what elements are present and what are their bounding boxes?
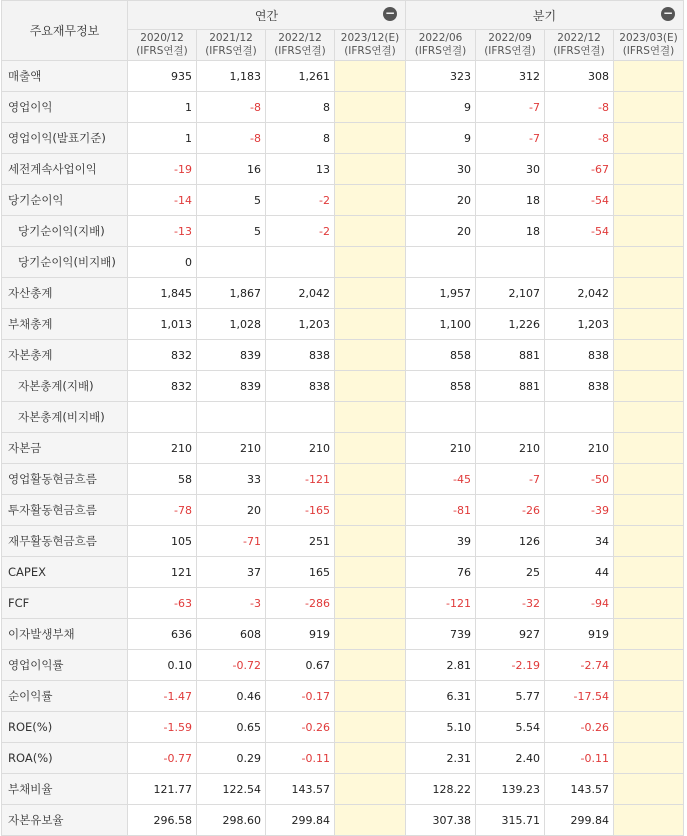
period-header: [128, 30, 197, 61]
table-cell: [335, 154, 406, 185]
table-cell: [614, 92, 684, 123]
table-cell: 128.22: [406, 774, 476, 805]
row-label: 당기순이익(비지배): [2, 247, 128, 278]
period-header: [476, 30, 545, 61]
table-cell: [335, 371, 406, 402]
table-cell: -54: [545, 216, 614, 247]
table-cell: -8: [197, 123, 266, 154]
table-cell: 8: [266, 123, 335, 154]
table-cell: [335, 123, 406, 154]
table-cell: 312: [476, 61, 545, 92]
table-row: [2, 526, 684, 557]
table-cell: 1,845: [128, 278, 197, 309]
row-label: 자산총계: [2, 278, 128, 309]
table-cell: -2: [266, 185, 335, 216]
row-label: 부채총계: [2, 309, 128, 340]
table-cell: -0.72: [197, 650, 266, 681]
row-label: 이자발생부채: [2, 619, 128, 650]
table-cell: [476, 402, 545, 433]
table-row: [2, 340, 684, 371]
table-cell: 210: [545, 433, 614, 464]
table-cell: 1: [128, 123, 197, 154]
table-cell: 210: [476, 433, 545, 464]
table-cell: 1,028: [197, 309, 266, 340]
table-cell: 2.40: [476, 743, 545, 774]
table-cell: 299.84: [266, 805, 335, 836]
period-date: 2020/12: [140, 32, 184, 44]
group-annual-label: 연간: [254, 8, 279, 23]
table-cell: -2: [266, 216, 335, 247]
row-label: 매출액: [2, 61, 128, 92]
table-cell: -2.19: [476, 650, 545, 681]
period-basis: (IFRS연결): [553, 45, 605, 57]
table-cell: 9: [406, 92, 476, 123]
table-cell: 323: [406, 61, 476, 92]
table-row: [2, 154, 684, 185]
table-cell: [614, 154, 684, 185]
period-date: 2022/12: [557, 32, 601, 44]
table-cell: 18: [476, 216, 545, 247]
table-cell: [335, 61, 406, 92]
table-row: [2, 92, 684, 123]
table-cell: 0.46: [197, 681, 266, 712]
group-quarterly: [406, 1, 684, 30]
table-row: [2, 588, 684, 619]
row-label: 당기순이익: [2, 185, 128, 216]
table-cell: [614, 557, 684, 588]
table-cell: -63: [128, 588, 197, 619]
table-cell: [614, 805, 684, 836]
table-cell: [614, 278, 684, 309]
table-row: [2, 774, 684, 805]
table-cell: [335, 681, 406, 712]
table-cell: 8: [266, 92, 335, 123]
period-header: [335, 30, 406, 61]
table-cell: [476, 247, 545, 278]
table-cell: -0.17: [266, 681, 335, 712]
row-label: 자본총계(비지배): [2, 402, 128, 433]
table-cell: 881: [476, 340, 545, 371]
table-cell: [335, 495, 406, 526]
table-cell: [614, 216, 684, 247]
table-cell: 0.29: [197, 743, 266, 774]
table-cell: 143.57: [545, 774, 614, 805]
table-cell: [335, 309, 406, 340]
period-header: [545, 30, 614, 61]
table-row: [2, 123, 684, 154]
table-cell: 210: [128, 433, 197, 464]
table-cell: -2.74: [545, 650, 614, 681]
table-cell: [545, 402, 614, 433]
period-date: 2021/12: [209, 32, 253, 44]
period-basis: (IFRS연결): [136, 45, 188, 57]
row-label: 영업이익률: [2, 650, 128, 681]
period-header: [266, 30, 335, 61]
table-cell: [614, 526, 684, 557]
table-cell: [614, 340, 684, 371]
table-cell: -13: [128, 216, 197, 247]
table-cell: 1,100: [406, 309, 476, 340]
table-row: [2, 216, 684, 247]
period-basis: (IFRS연결): [622, 45, 675, 57]
table-cell: 838: [266, 371, 335, 402]
table-cell: [335, 402, 406, 433]
table-cell: 13: [266, 154, 335, 185]
table-cell: 33: [197, 464, 266, 495]
table-cell: 1,957: [406, 278, 476, 309]
table-cell: -17.54: [545, 681, 614, 712]
table-row: [2, 464, 684, 495]
table-cell: 30: [406, 154, 476, 185]
table-cell: [614, 743, 684, 774]
table-cell: [614, 774, 684, 805]
table-cell: [335, 278, 406, 309]
table-cell: 0: [128, 247, 197, 278]
period-basis: (IFRS연결): [344, 45, 396, 57]
table-cell: [614, 681, 684, 712]
table-cell: -8: [197, 92, 266, 123]
table-cell: -0.26: [545, 712, 614, 743]
table-cell: 251: [266, 526, 335, 557]
table-cell: [128, 402, 197, 433]
table-cell: -165: [266, 495, 335, 526]
table-cell: 299.84: [545, 805, 614, 836]
table-cell: 1,226: [476, 309, 545, 340]
table-cell: 105: [128, 526, 197, 557]
table-cell: -1.59: [128, 712, 197, 743]
row-label: 영업활동현금흐름: [2, 464, 128, 495]
table-cell: 1,203: [545, 309, 614, 340]
table-cell: [614, 588, 684, 619]
table-row: [2, 433, 684, 464]
table-cell: [545, 247, 614, 278]
table-cell: 838: [545, 340, 614, 371]
table-cell: 2.31: [406, 743, 476, 774]
table-cell: 210: [406, 433, 476, 464]
period-date: 2022/12: [278, 32, 322, 44]
table-cell: 44: [545, 557, 614, 588]
period-date: 2022/06: [418, 32, 463, 44]
table-cell: 0.67: [266, 650, 335, 681]
table-cell: 30: [476, 154, 545, 185]
table-cell: [614, 309, 684, 340]
row-label: 자본금: [2, 433, 128, 464]
table-row: [2, 557, 684, 588]
table-cell: -286: [266, 588, 335, 619]
table-row: [2, 743, 684, 774]
table-cell: -8: [545, 92, 614, 123]
table-cell: [406, 247, 476, 278]
row-label: 자본총계(지배): [2, 371, 128, 402]
table-cell: 122.54: [197, 774, 266, 805]
table-row: [2, 619, 684, 650]
table-cell: 919: [266, 619, 335, 650]
table-cell: -26: [476, 495, 545, 526]
table-cell: [197, 402, 266, 433]
table-cell: 838: [266, 340, 335, 371]
table-cell: 139.23: [476, 774, 545, 805]
table-cell: 9: [406, 123, 476, 154]
period-header: [614, 30, 684, 61]
table-cell: -67: [545, 154, 614, 185]
row-label: 영업이익(발표기준): [2, 123, 128, 154]
table-cell: 608: [197, 619, 266, 650]
table-cell: 0.10: [128, 650, 197, 681]
period-header: [197, 30, 266, 61]
period-date: 2023/12(E): [340, 32, 400, 44]
row-label: ROA(%): [2, 743, 128, 774]
table-cell: [614, 464, 684, 495]
table-cell: [614, 495, 684, 526]
table-cell: 298.60: [197, 805, 266, 836]
table-cell: 25: [476, 557, 545, 588]
period-basis: (IFRS연결): [205, 45, 257, 57]
table-cell: 0.65: [197, 712, 266, 743]
period-header: [406, 30, 476, 61]
table-cell: -3: [197, 588, 266, 619]
table-cell: [335, 92, 406, 123]
table-cell: [406, 402, 476, 433]
group-annual: [128, 1, 406, 30]
table-cell: 2,107: [476, 278, 545, 309]
table-cell: [614, 61, 684, 92]
table-cell: 165: [266, 557, 335, 588]
table-cell: -0.26: [266, 712, 335, 743]
table-cell: 76: [406, 557, 476, 588]
table-cell: 2,042: [545, 278, 614, 309]
corner-label: 주요재무정보: [2, 1, 128, 61]
table-row: [2, 278, 684, 309]
table-cell: [335, 774, 406, 805]
table-cell: -121: [406, 588, 476, 619]
table-cell: 832: [128, 340, 197, 371]
table-cell: -32: [476, 588, 545, 619]
table-cell: 1,013: [128, 309, 197, 340]
table-cell: [614, 402, 684, 433]
table-cell: [614, 433, 684, 464]
row-label: 세전계속사업이익: [2, 154, 128, 185]
table-row: [2, 185, 684, 216]
table-cell: [335, 588, 406, 619]
group-quarterly-label: 분기: [532, 8, 557, 23]
table-cell: -1.47: [128, 681, 197, 712]
table-cell: [266, 247, 335, 278]
table-cell: [335, 743, 406, 774]
table-cell: -0.11: [266, 743, 335, 774]
table-cell: [335, 712, 406, 743]
table-cell: [614, 371, 684, 402]
table-cell: 37: [197, 557, 266, 588]
table-cell: 315.71: [476, 805, 545, 836]
table-row: [2, 650, 684, 681]
row-label: 영업이익: [2, 92, 128, 123]
period-basis: (IFRS연결): [274, 45, 326, 57]
table-cell: 5.54: [476, 712, 545, 743]
period-basis: (IFRS연결): [484, 45, 536, 57]
table-cell: 935: [128, 61, 197, 92]
table-cell: [335, 464, 406, 495]
row-label: CAPEX: [2, 557, 128, 588]
table-cell: 34: [545, 526, 614, 557]
table-cell: 39: [406, 526, 476, 557]
table-cell: 838: [545, 371, 614, 402]
table-cell: 832: [128, 371, 197, 402]
row-label: ROE(%): [2, 712, 128, 743]
table-cell: 5: [197, 216, 266, 247]
table-cell: -45: [406, 464, 476, 495]
table-cell: [614, 247, 684, 278]
table-cell: 5: [197, 185, 266, 216]
table-cell: [335, 247, 406, 278]
table-cell: [614, 123, 684, 154]
table-cell: -78: [128, 495, 197, 526]
table-cell: 121.77: [128, 774, 197, 805]
table-cell: 296.58: [128, 805, 197, 836]
table-cell: 1: [128, 92, 197, 123]
table-cell: -7: [476, 464, 545, 495]
table-cell: 927: [476, 619, 545, 650]
table-cell: 143.57: [266, 774, 335, 805]
row-label: 순이익률: [2, 681, 128, 712]
table-cell: 16: [197, 154, 266, 185]
table-cell: -14: [128, 185, 197, 216]
table-cell: 210: [197, 433, 266, 464]
table-row: [2, 805, 684, 836]
table-cell: [614, 619, 684, 650]
table-cell: [614, 650, 684, 681]
table-cell: -7: [476, 92, 545, 123]
collapse-quarterly-minus-icon[interactable]: −: [662, 6, 674, 20]
table-cell: 1,183: [197, 61, 266, 92]
table-cell: -0.77: [128, 743, 197, 774]
table-cell: 20: [406, 185, 476, 216]
table-cell: -0.11: [545, 743, 614, 774]
table-cell: -19: [128, 154, 197, 185]
table-cell: [335, 619, 406, 650]
table-cell: -121: [266, 464, 335, 495]
row-label: 재무활동현금흐름: [2, 526, 128, 557]
period-date: 2023/03(E): [619, 32, 678, 44]
table-cell: [335, 185, 406, 216]
table-row: [2, 495, 684, 526]
table-cell: 919: [545, 619, 614, 650]
table-cell: 2,042: [266, 278, 335, 309]
table-cell: 858: [406, 371, 476, 402]
table-row: [2, 681, 684, 712]
table-cell: 308: [545, 61, 614, 92]
table-cell: -50: [545, 464, 614, 495]
period-date: 2022/09: [488, 32, 532, 44]
financial-summary-table: [1, 0, 684, 836]
table-cell: [335, 526, 406, 557]
table-cell: 1,867: [197, 278, 266, 309]
table-cell: [335, 557, 406, 588]
table-cell: 126: [476, 526, 545, 557]
table-cell: 858: [406, 340, 476, 371]
row-label: 투자활동현금흐름: [2, 495, 128, 526]
table-cell: 739: [406, 619, 476, 650]
table-cell: 5.77: [476, 681, 545, 712]
table-cell: 121: [128, 557, 197, 588]
table-cell: 20: [197, 495, 266, 526]
table-cell: [335, 805, 406, 836]
table-cell: 20: [406, 216, 476, 247]
row-label: 자본총계: [2, 340, 128, 371]
table-cell: 839: [197, 340, 266, 371]
table-cell: 307.38: [406, 805, 476, 836]
table-cell: 839: [197, 371, 266, 402]
row-label: 부채비율: [2, 774, 128, 805]
table-row: [2, 712, 684, 743]
table-cell: [614, 712, 684, 743]
table-cell: [335, 650, 406, 681]
table-cell: 1,261: [266, 61, 335, 92]
table-row: [2, 309, 684, 340]
table-cell: 18: [476, 185, 545, 216]
table-cell: 1,203: [266, 309, 335, 340]
table-cell: 881: [476, 371, 545, 402]
table-cell: 2.81: [406, 650, 476, 681]
table-cell: -94: [545, 588, 614, 619]
table-cell: -54: [545, 185, 614, 216]
table-cell: -71: [197, 526, 266, 557]
table-cell: [335, 433, 406, 464]
table-cell: [614, 185, 684, 216]
table-row: [2, 247, 684, 278]
table-cell: [266, 402, 335, 433]
table-cell: 210: [266, 433, 335, 464]
table-cell: 5.10: [406, 712, 476, 743]
table-cell: -81: [406, 495, 476, 526]
table-row: [2, 371, 684, 402]
table-row: [2, 402, 684, 433]
table-cell: 58: [128, 464, 197, 495]
row-label: 자본유보율: [2, 805, 128, 836]
row-label: FCF: [2, 588, 128, 619]
table-cell: [335, 216, 406, 247]
period-basis: (IFRS연결): [414, 45, 467, 57]
collapse-annual-minus-icon[interactable]: −: [384, 6, 396, 20]
table-row: [2, 61, 684, 92]
table-cell: -39: [545, 495, 614, 526]
table-cell: [197, 247, 266, 278]
table-cell: 636: [128, 619, 197, 650]
row-label: 당기순이익(지배): [2, 216, 128, 247]
table-cell: 6.31: [406, 681, 476, 712]
table-cell: -7: [476, 123, 545, 154]
table-cell: -8: [545, 123, 614, 154]
table-cell: [335, 340, 406, 371]
